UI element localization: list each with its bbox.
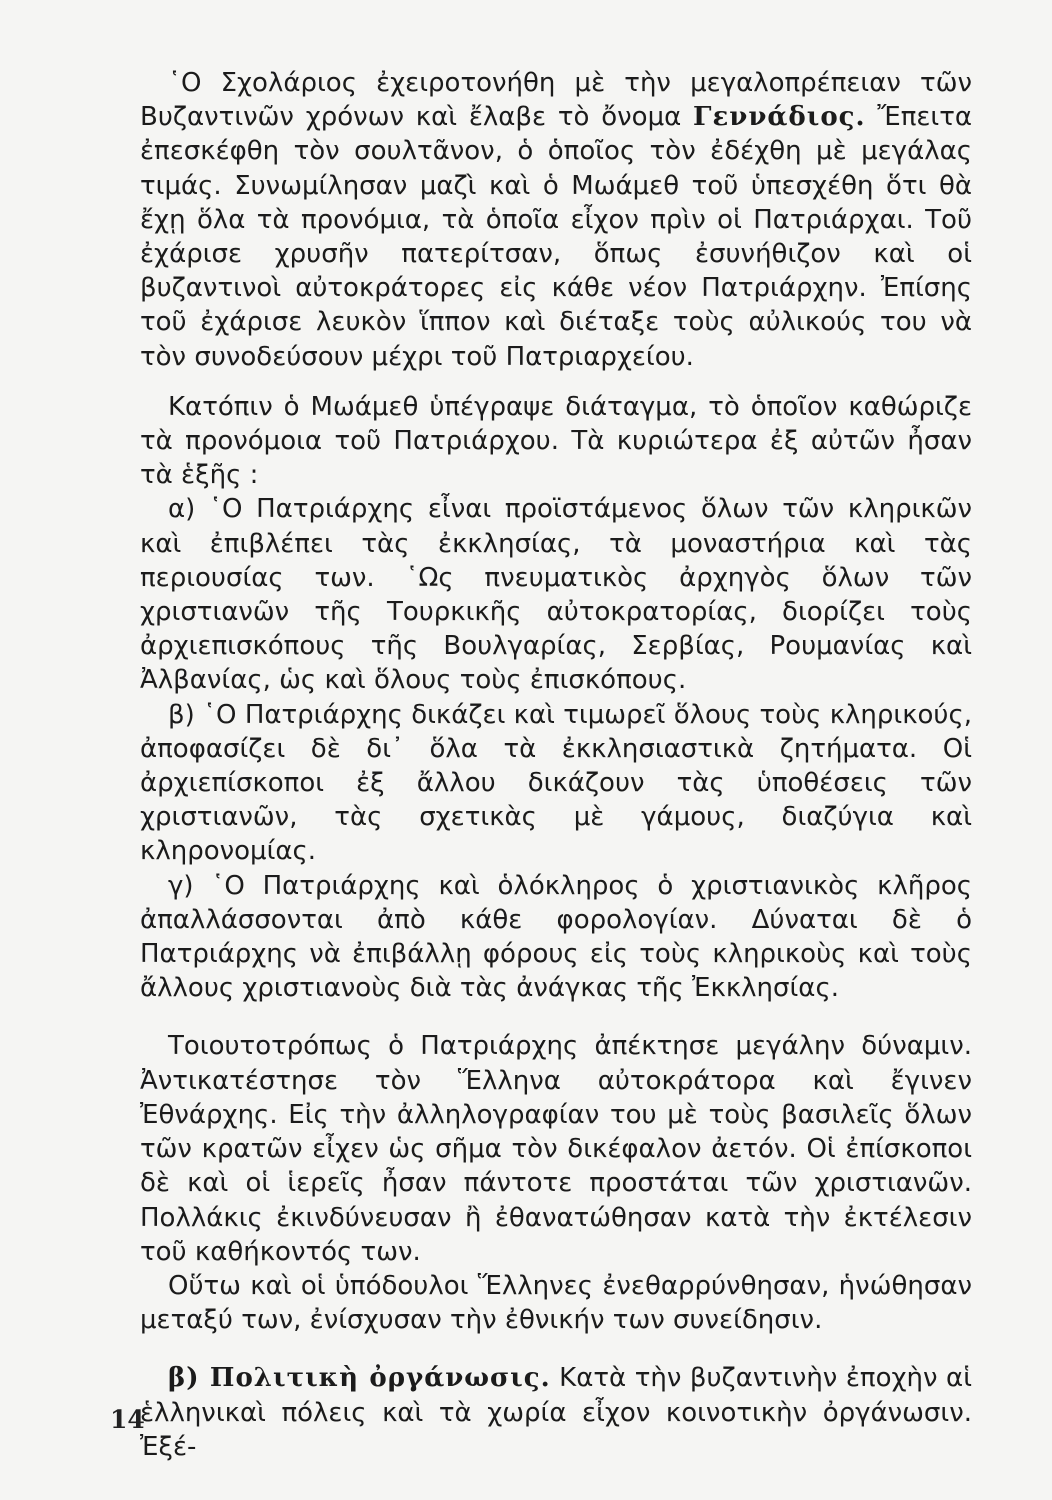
paragraph-political-organization: β) Πολιτικὴ ὀργάνωσις. Κατὰ τὴν βυζαντινὴν ἐποχὴν αἱ ἑλληνικαὶ πόλεις καὶ τὰ χωρία εἶχον κοινοτικὴν ὀργάνωσιν. Ἐξέ- — [140, 1363, 972, 1462]
name-gennadios: Γεννάδιος. — [693, 102, 866, 133]
page-number: 14 — [110, 1405, 145, 1434]
paragraph-privilege-b: β) ῾Ο Πατριάρχης δικάζει καὶ τιμωρεῖ ὅλους τοὺς κληρικούς, ἀποφασίζει δὲ δι᾽ ὅλα τὰ ἐκκλησιαστικὰ ζητήματα. Οἱ ἀρχιεπίσκοποι ἐξ ἄλλου δικάζουν τὰς ὑποθέσεις τῶν χριστιανῶν, τὰς σχετικὰς μὲ γάμους, διαζύγια καὶ κληρονομίας. — [140, 699, 972, 867]
paragraph-privilege-c: γ) ῾Ο Πατριάρχης καὶ ὁλόκληρος ὁ χριστιανικὸς κλῆρος ἀπαλλάσσονται ἀπὸ κάθε φορολογίαν. Δύναται δὲ ὁ Πατριάρχης νὰ ἐπιβάλλῃ φόρους εἰς τοὺς κληρικοὺς καὶ τοὺς ἄλλους χριστιανοὺς διὰ τὰς ἀνάγκας τῆς Ἐκκλησίας. — [140, 870, 972, 1004]
paragraph-ethnarch: Τοιουτοτρόπως ὁ Πατριάρχης ἀπέκτησε μεγάλην δύναμιν. Ἀντικατέστησε τὸν Ἕλληνα αὐτοκράτορα καὶ ἔγινεν Ἐθνάρχης. Εἰς τὴν ἀλληλογραφίαν του μὲ τοὺς βασιλεῖς ὅλων τῶν κρατῶν εἶχεν ὡς σῆμα τὸν δικέφαλον ἀετόν. Οἱ ἐπίσκοποι δὲ καὶ οἱ ἱερεῖς ἦσαν πάντοτε προστάται τῶν χριστιανῶν. Πολλάκις ἐκινδύνευσαν ἢ ἐθανατώθησαν κατὰ τὴν ἐκτέλεσιν τοῦ καθήκοντός των. — [140, 1031, 972, 1267]
paragraph-decree: Κατόπιν ὁ Μωάμεθ ὑπέγραψε διάταγμα, τὸ ὁποῖον καθώριζε τὰ προνόμοια τοῦ Πατριάρχου. Τὰ κυριώτερα ἐξ αὐτῶν ἦσαν τὰ ἑξῆς : — [140, 391, 972, 491]
paragraph-scholarios: ῾Ο Σχολάριος ἐχειροτονήθη μὲ τὴν μεγαλοπρέπειαν τῶν Βυζαντινῶν χρόνων καὶ ἔλαβε τὸ ὄνομα Γεννάδιος. Ἔπειτα ἐπεσκέφθη τὸν σουλτᾶνον, ὁ ὁποῖος τὸν ἐδέχθη μὲ μεγάλας τιμάς. Συνωμίλησαν μαζὶ καὶ ὁ Μωάμεθ τοῦ ὑπεσχέθη ὅτι θὰ ἔχῃ ὅλα τὰ προνόμια, τὰ ὁποῖα εἶχον πρὶν οἱ Πατριάρχαι. Τοῦ ἐχάρισε χρυσῆν πατερίτσαν, ὅπως ἐσυνήθιζον καὶ οἱ βυζαντινοὶ αὐτοκράτορες εἰς κάθε νέον Πατριάρχην. Ἐπίσης τοῦ ἐχάρισε λευκὸν ἵππον καὶ διέταξε τοὺς αὐλικούς του νὰ τὸν συνοδεύσουν μέχρι τοῦ Πατριαρχείου. — [140, 68, 972, 372]
section-heading: β) Πολιτικὴ ὀργάνωσις. — [168, 1363, 551, 1394]
body-text — [140, 66, 972, 1464]
paragraph-privilege-a: α) ῾Ο Πατριάρχης εἶναι προϊστάμενος ὅλων τῶν κληρικῶν καὶ ἐπιβλέπει τὰς ἐκκλησίας, τὰ μοναστήρια καὶ τὰς περιουσίας των. ῾Ως πνευματικὸς ἀρχηγὸς ὅλων τῶν χριστιανῶν τῆς Τουρκικῆς αὐτοκρατορίας, διορίζει τοὺς ἀρχιεπισκόπους τῆς Βουλγαρίας, Σερβίας, Ρουμανίας καὶ Ἀλβανίας, ὡς καὶ ὅλους τοὺς ἐπισκόπους. — [140, 494, 972, 696]
paragraph-encouragement: Οὕτω καὶ οἱ ὑπόδουλοι Ἕλληνες ἐνεθαρρύνθησαν, ἡνώθησαν μεταξύ των, ἐνίσχυσαν τὴν ἐθνικήν των συνείδησιν. — [140, 1270, 972, 1336]
